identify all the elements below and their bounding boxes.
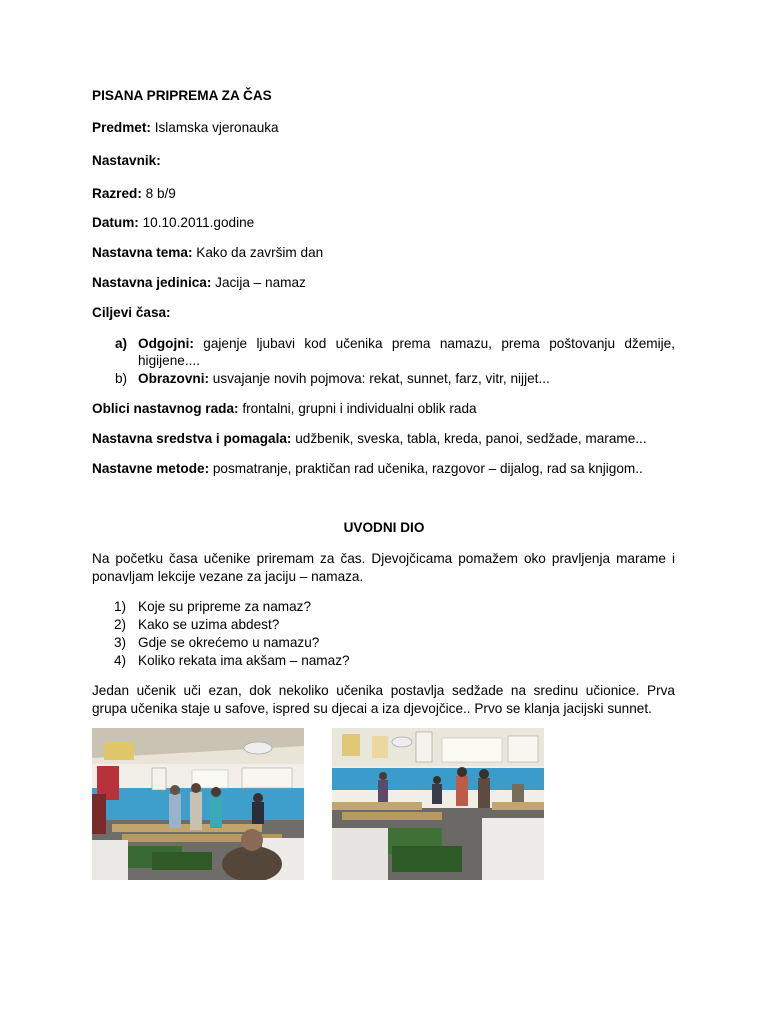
classroom-photo-2 [332, 728, 544, 880]
question-marker: 4) [114, 653, 127, 668]
question-marker: 2) [114, 617, 127, 632]
question-item: Koliko rekata ima akšam – namaz? [138, 653, 350, 668]
question-item: Gdje se okrećemo u namazu? [138, 635, 320, 650]
field-oblici: Oblici nastavnog rada: frontalni, grupni i individualni oblik rada [92, 401, 477, 416]
goal-obrazovni: Obrazovni: usvajanje novih pojmova: rekat, sunnet, farz, vitr, nijjet... [138, 371, 550, 386]
classroom-photo-1 [92, 728, 304, 880]
field-razred: Razred: 8 b/9 [92, 186, 176, 201]
field-nastavna-jedinica: Nastavna jedinica: Jacija – namaz [92, 275, 306, 290]
question-marker: 1) [114, 599, 127, 614]
section-heading: UVODNI DIO [343, 520, 425, 535]
paragraph1-line1: Na početku časa učenike priremam za čas. Djevojčicama pomažem oko pravljenja marame i [92, 551, 675, 566]
field-nastavnik: Nastavnik: [92, 153, 161, 168]
paragraph2-line1: Jedan učenik uči ezan, dok nekoliko učenika postavlja sedžade na sredinu učionice. Prva [92, 683, 675, 698]
field-metode: Nastavne metode: posmatranje, praktičan rad učenika, razgovor – dijalog, rad sa knjigom.. [92, 461, 643, 476]
paragraph2-line2: grupa učenika staje u safove, ispred su djecai a iza djevojčice.. Prvo se klanja jacijski sunnet. [92, 701, 652, 716]
goal-odgojni-line2: higijene.... [138, 353, 200, 368]
field-sredstva: Nastavna sredstva i pomagala: udžbenik, sveska, tabla, kreda, panoi, sedžade, marame... [92, 431, 647, 446]
field-predmet: Predmet: Islamska vjeronauka [92, 120, 279, 135]
field-datum: Datum: 10.10.2011.godine [92, 215, 255, 230]
document-title: PISANA PRIPREMA ZA ČAS [92, 88, 272, 103]
goal-marker: b) [115, 371, 128, 386]
goal-odgojni-line1: Odgojni: gajenje ljubavi kod učenika prema namazu, prema poštovanju džemije, [138, 336, 675, 351]
question-item: Koje su pripreme za namaz? [138, 599, 312, 614]
goal-marker: a) [115, 336, 128, 351]
question-marker: 3) [114, 635, 127, 650]
field-nastavna-tema: Nastavna tema: Kako da završim dan [92, 245, 324, 260]
question-item: Kako se uzima abdest? [138, 617, 280, 632]
paragraph1-line2: ponavljam lekcije vezane za jaciju – namaza. [92, 569, 364, 584]
field-ciljevi: Ciljevi časa: [92, 305, 171, 320]
